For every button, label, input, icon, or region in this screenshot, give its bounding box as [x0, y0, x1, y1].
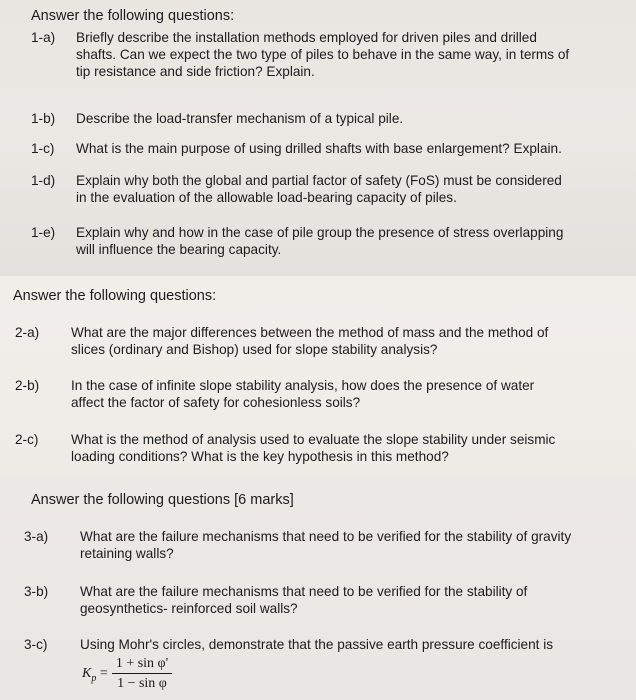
formula-fraction — [112, 655, 172, 692]
question-line: In the case of infinite slope stability analysis, how does the presence of water — [71, 378, 535, 393]
question-number: 1-c) — [31, 141, 55, 156]
question-line: slices (ordinary and Bishop) used for slope stability analysis? — [71, 342, 438, 357]
question-number: 2-b) — [15, 378, 40, 393]
question-text — [76, 110, 403, 127]
question-line: Explain why both the global and partial factor of safety (FoS) must be considered — [76, 173, 562, 188]
question-text — [80, 636, 553, 653]
question-line: What are the failure mechanisms that need to be verified for the stability of — [80, 584, 528, 599]
question-text — [76, 172, 562, 206]
question-text — [71, 324, 548, 358]
formula-k: K — [82, 666, 92, 681]
question-line: What is the method of analysis used to evaluate the slope stability under seismic — [71, 432, 556, 447]
section-2-heading: Answer the following questions: — [13, 288, 217, 304]
question-section-2 — [0, 276, 636, 476]
question-line: Explain why and how in the case of pile group the presence of stress overlapping — [76, 225, 564, 240]
question-section-1 — [0, 0, 636, 276]
question-text — [71, 431, 555, 465]
question-line: tip resistance and side friction? Explain. — [76, 64, 315, 79]
question-number: 1-d) — [31, 173, 56, 188]
question-number: 3-a) — [24, 529, 49, 544]
section-1-heading: Answer the following questions: — [31, 8, 235, 24]
fraction-bar — [112, 673, 172, 674]
question-text — [76, 224, 563, 258]
question-line: retaining walls? — [80, 546, 174, 561]
question-number: 1-e) — [31, 225, 56, 240]
question-line: Using Mohr's circles, demonstrate that the passive earth pressure coefficient is — [80, 637, 554, 652]
question-section-3 — [0, 476, 636, 700]
question-text — [71, 377, 534, 411]
section-3-heading: Answer the following questions [6 marks] — [31, 492, 294, 508]
question-number: 1-a) — [31, 30, 56, 45]
formula-denominator: 1 − sin φ — [117, 676, 167, 691]
question-number: 1-b) — [31, 111, 56, 126]
formula-equals: = — [99, 666, 108, 681]
formula-numerator: 1 + sin φ' — [115, 656, 169, 671]
question-text — [80, 528, 571, 562]
question-line: What is the main purpose of using drilled shafts with base enlargement? Explain. — [76, 141, 562, 156]
passive-pressure-formula — [82, 655, 202, 697]
question-line: will influence the bearing capacity. — [76, 242, 282, 257]
question-text — [80, 583, 527, 617]
question-number: 2-a) — [15, 325, 40, 340]
question-line: What are the major differences between the method of mass and the method of — [71, 325, 549, 340]
question-number: 2-c) — [15, 432, 39, 447]
question-line: Describe the load-transfer mechanism of a typical pile. — [76, 111, 404, 126]
question-text — [76, 140, 562, 157]
question-line: geosynthetics- reinforced soil walls? — [80, 601, 298, 616]
question-number: 3-c) — [24, 637, 48, 652]
question-line: affect the factor of safety for cohesionless soils? — [71, 395, 361, 410]
question-number: 3-b) — [24, 584, 49, 599]
question-line: What are the failure mechanisms that need to be verified for the stability of gravity — [80, 529, 572, 544]
question-line: shafts. Can we expect the two type of piles to behave in the same way, in terms of — [76, 47, 570, 62]
formula-subscript: p — [91, 672, 97, 684]
question-text — [76, 29, 569, 80]
question-line: Briefly describe the installation methods employed for driven piles and drilled — [76, 30, 537, 45]
question-line: in the evaluation of the allowable load-bearing capacity of piles. — [76, 190, 457, 205]
formula-lhs — [82, 666, 108, 684]
question-line: loading conditions? What is the key hypothesis in this method? — [71, 449, 449, 464]
